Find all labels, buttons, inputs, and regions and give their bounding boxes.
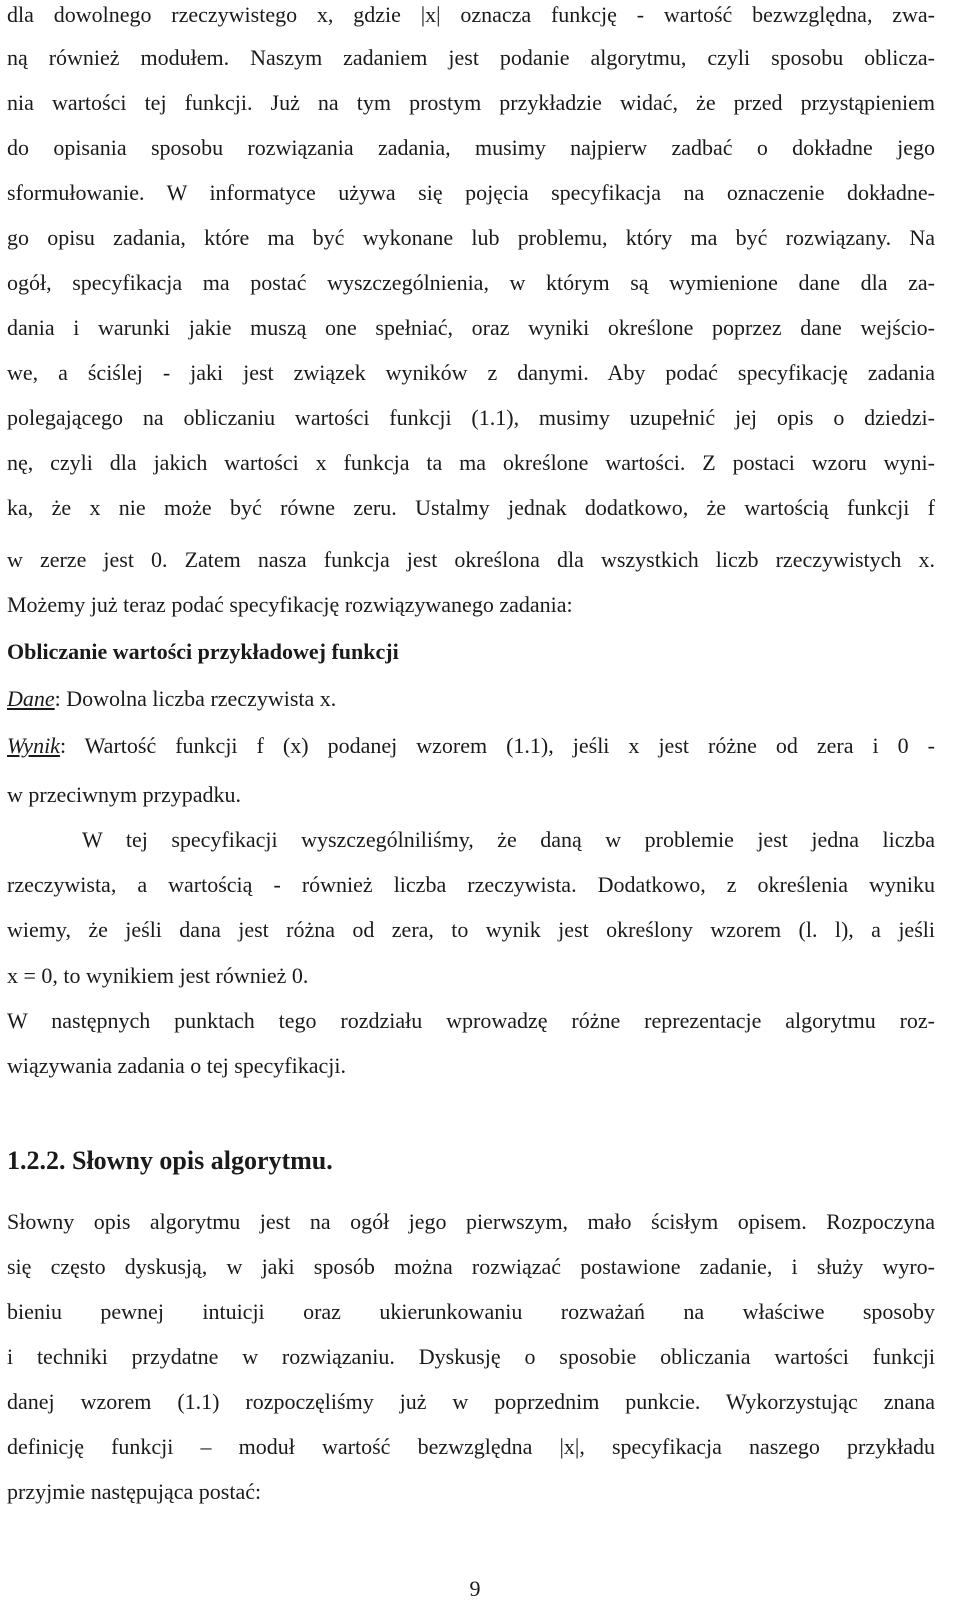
paragraph-1-line: dla dowolnego rzeczywistego x, gdzie |x| oznacza funkcję - wartość bezwzględna, zwa- [7, 2, 935, 27]
wynik-text: : Wartość funkcji f (x) podanej wzorem (1.1), jeśli x jest różne od zera i 0 - [59, 733, 935, 758]
specification-wynik [7, 731, 935, 761]
specification-wynik-continued: w przeciwnym przypadku. [7, 782, 241, 807]
paragraph-1-line: w zerze jest 0. Zatem nasza funkcja jest określona dla wszystkich liczb rzeczywistych x. [7, 547, 935, 572]
paragraph-4-line: definicję funkcji – moduł wartość bezwzględna |x|, specyfikacja naszego przykładu [7, 1434, 935, 1459]
paragraph-4-line: Słowny opis algorytmu jest na ogół jego pierwszym, mało ścisłym opisem. Rozpoczyna [7, 1209, 935, 1234]
paragraph-1-line: Możemy już teraz podać specyfikację rozwiązywanego zadania: [7, 592, 573, 617]
paragraph-1-line: ka, że x nie może być równe zeru. Ustalmy jednak dodatkowo, że wartością funkcji f [7, 495, 935, 520]
specification-dane [7, 684, 935, 714]
page-number: 9 [469, 1576, 481, 1601]
paragraph-4-line: bieniu pewnej intuicji oraz ukierunkowaniu rozważań na właściwe sposoby [7, 1299, 935, 1324]
paragraph-1-line: we, a ściślej - jaki jest związek wyników z danymi. Aby podać specyfikację zadania [7, 360, 935, 385]
paragraph-4-line: danej wzorem (1.1) rozpoczęliśmy już w poprzednim punkcie. Wykorzystując znana [7, 1389, 935, 1414]
paragraph-2-line: W tej specyfikacji wyszczególniliśmy, że daną w problemie jest jedna liczba [82, 827, 935, 852]
paragraph-4-line: przyjmie następująca postać: [7, 1479, 262, 1504]
paragraph-1-line: dania i warunki jakie muszą one spełniać, oraz wyniki określone poprzez dane wejścio- [7, 315, 935, 340]
paragraph-2-line: wiemy, że jeśli dana jest różna od zera, to wynik jest określony wzorem (l. l), a jeśli [7, 917, 935, 942]
paragraph-1-line: ną również modułem. Naszym zadaniem jest podanie algorytmu, czyli sposobu oblicza- [7, 45, 935, 70]
paragraph-1-line: do opisania sposobu rozwiązania zadania, musimy najpierw zadbać o dokładne jego [7, 135, 935, 160]
paragraph-4-line: się często dyskusją, w jaki sposób można rozwiązać postawione zadanie, i służy wyro- [7, 1254, 935, 1279]
wynik-label: Wynik [7, 733, 60, 758]
paragraph-2-line: x = 0, to wynikiem jest również 0. [7, 963, 309, 988]
dane-text: : Dowolna liczba rzeczywista x. [54, 686, 337, 711]
specification-title: Obliczanie wartości przykładowej funkcji [7, 639, 399, 664]
paragraph-1-line: nę, czyli dla jakich wartości x funkcja ta ma określone wartości. Z postaci wzoru wyni- [7, 450, 935, 475]
paragraph-1-line: ogół, specyfikacja ma postać wyszczególnienia, w którym są wymienione dane dla za- [7, 270, 935, 295]
paragraph-3-line: W następnych punktach tego rozdziału wprowadzę różne reprezentacje algorytmu roz- [7, 1008, 935, 1033]
paragraph-1-line: sformułowanie. W informatyce używa się pojęcia specyfikacja na oznaczenie dokładne- [7, 180, 935, 205]
paragraph-3-line: wiązywania zadania o tej specyfikacji. [7, 1053, 347, 1078]
paragraph-1-line: go opisu zadania, które ma być wykonane lub problemu, który ma być rozwiązany. Na [7, 225, 935, 250]
dane-label: Dane [7, 686, 55, 711]
section-heading: 1.2.2. Słowny opis algorytmu. [7, 1146, 333, 1175]
paragraph-1-line: nia wartości tej funkcji. Już na tym prostym przykładzie widać, że przed przystąpieniem [7, 90, 935, 115]
paragraph-2-line: rzeczywista, a wartością - również liczba rzeczywista. Dodatkowo, z określenia wyniku [7, 872, 935, 897]
paragraph-4-line: i techniki przydatne w rozwiązaniu. Dyskusję o sposobie obliczania wartości funkcji [7, 1344, 935, 1369]
paragraph-1-line: polegającego na obliczaniu wartości funkcji (1.1), musimy uzupełnić jej opis o dziedzi- [7, 405, 935, 430]
